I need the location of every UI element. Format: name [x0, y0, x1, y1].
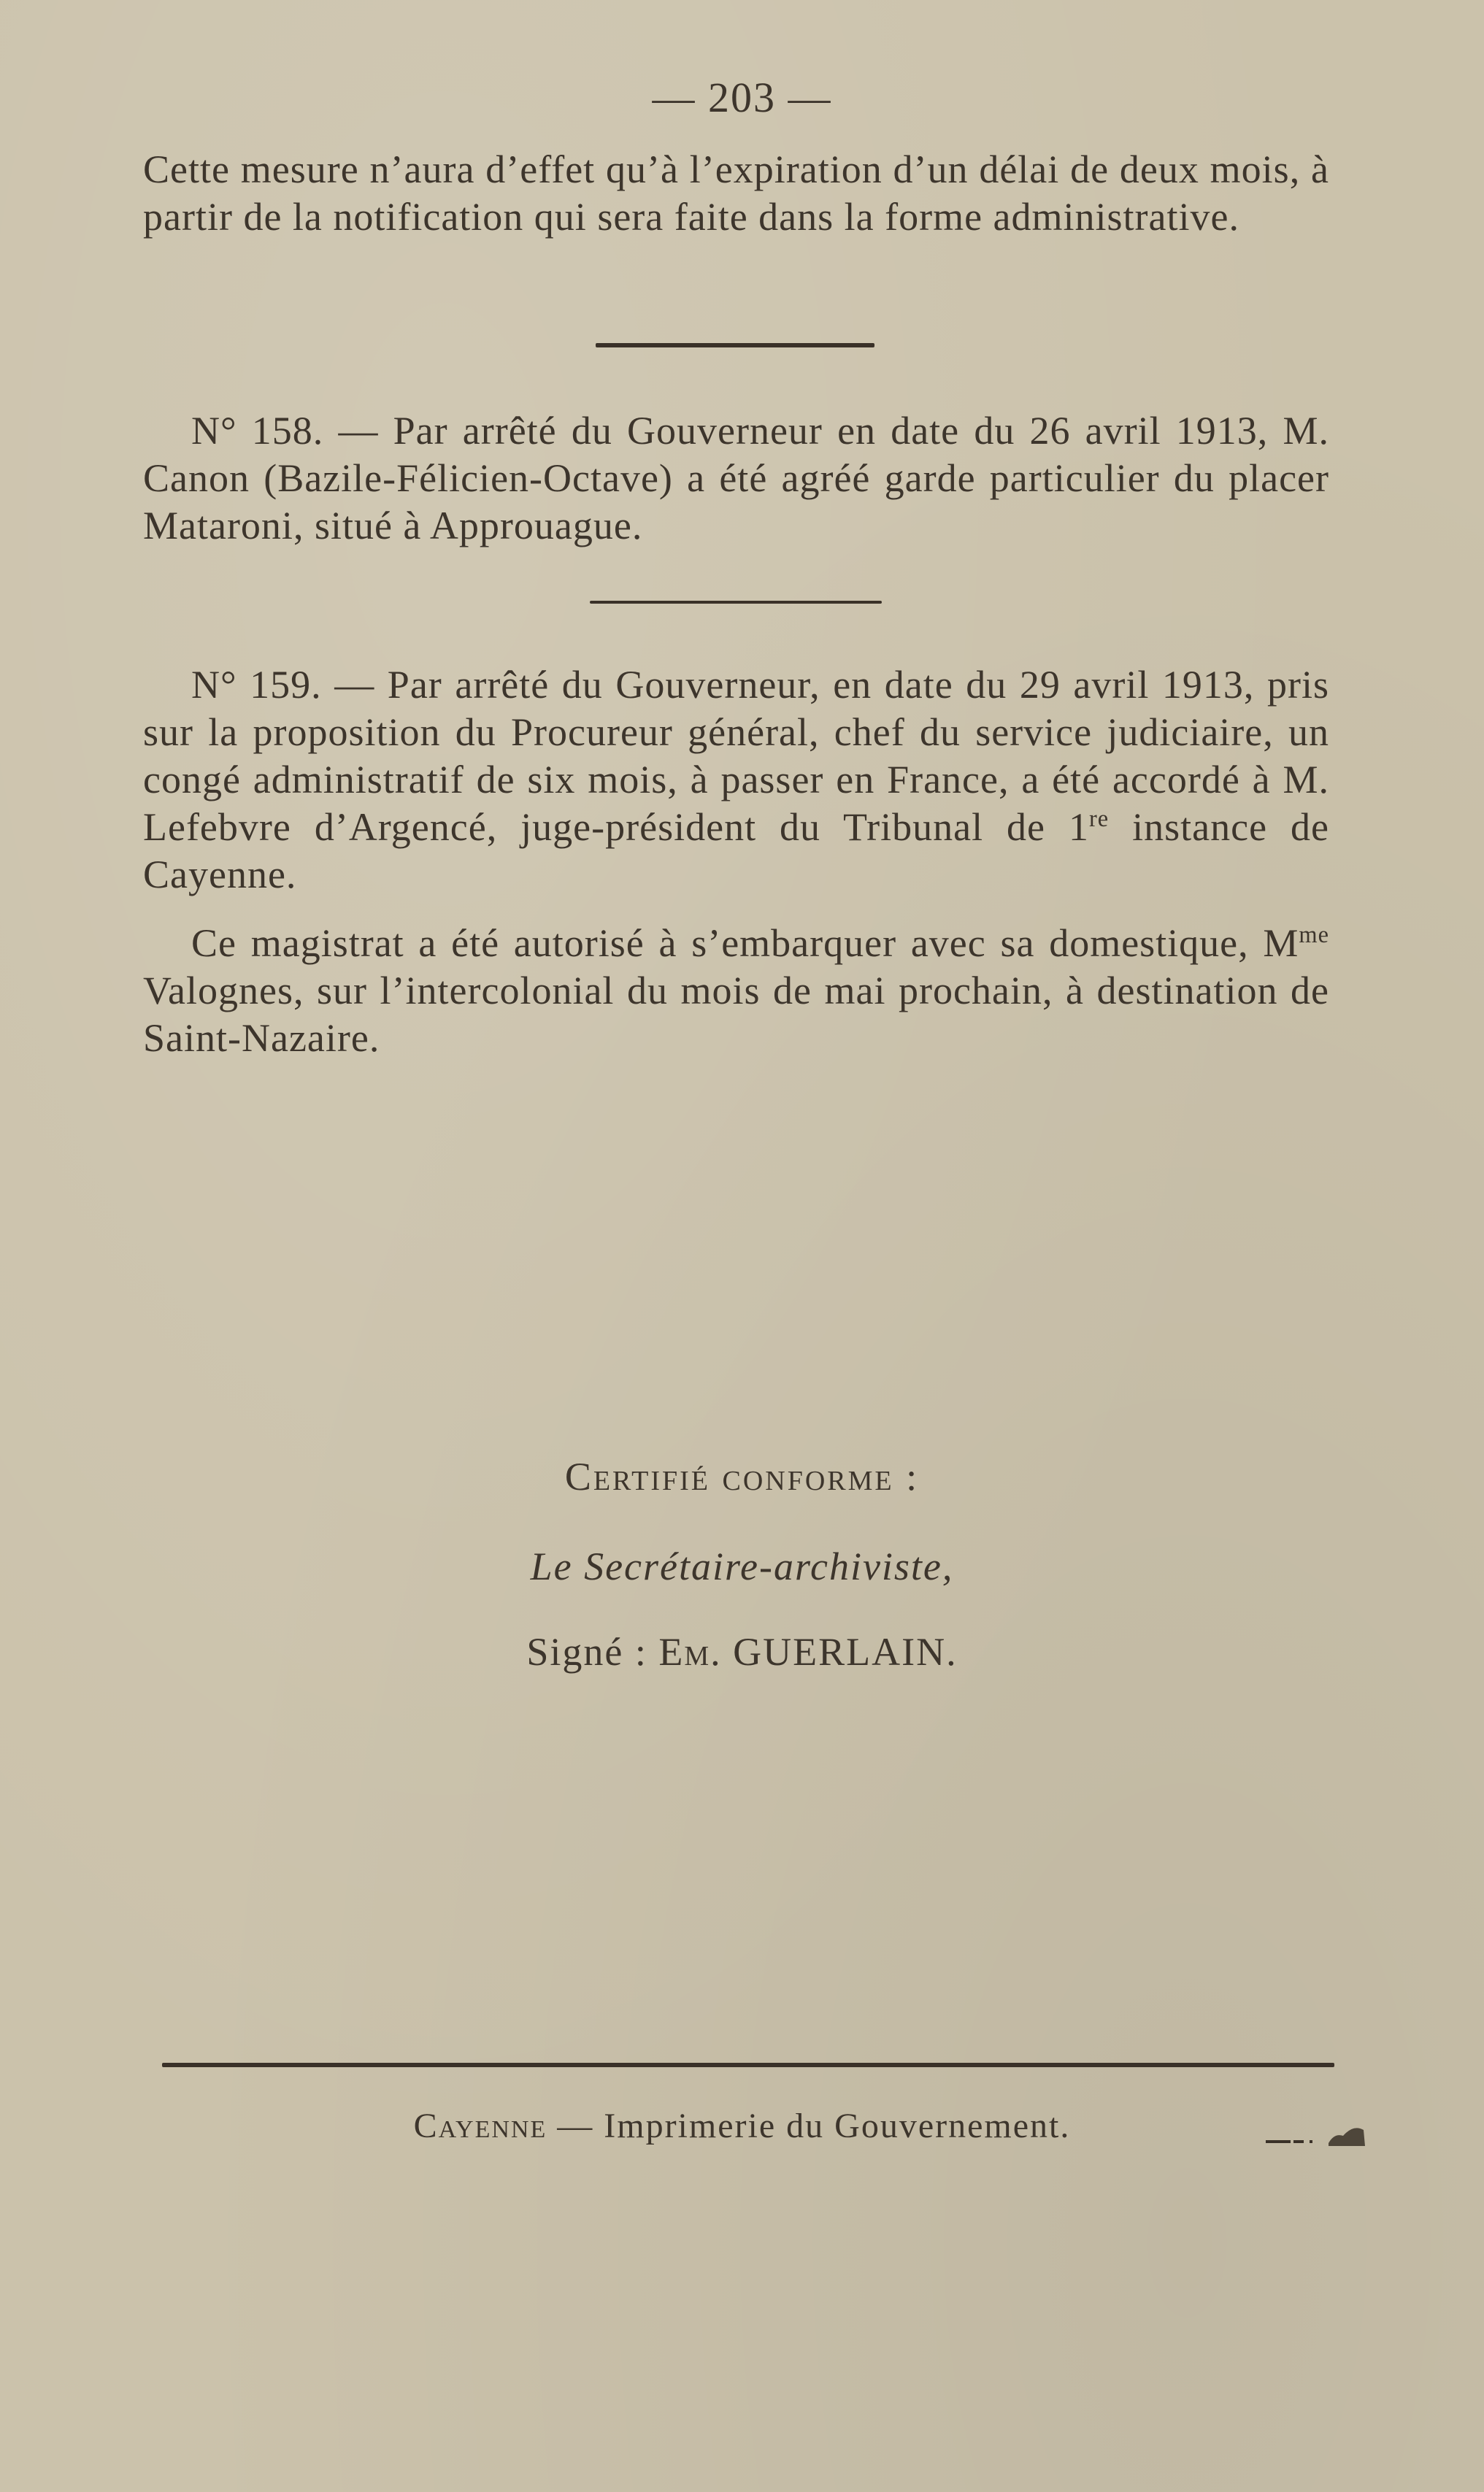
imprint-dash: — — [547, 2107, 604, 2145]
superscript: me — [1299, 922, 1329, 948]
section-divider — [596, 343, 874, 347]
paragraph-arrete-159 — [143, 661, 1329, 899]
signed-name: GUERLAIN. — [721, 1630, 958, 1674]
certification-signature — [0, 1629, 1484, 1674]
imprint-printer: Imprimerie du Gouvernement. — [604, 2107, 1071, 2145]
paragraph-text: Valognes, sur l’intercolonial du mois de mai prochain, à destination de Saint-Nazaire. — [143, 969, 1329, 1060]
signed-label: Signé : — [526, 1630, 659, 1674]
library-stamp-mark — [1261, 2111, 1371, 2155]
signed-initial: Em. — [658, 1630, 722, 1674]
page-number: — 203 — — [652, 74, 832, 121]
paragraph-text: Ce magistrat a été autorisé à s’embarquer avec sa domestique, M — [191, 921, 1299, 965]
paragraph-text: instance de Cayenne. — [143, 805, 1329, 896]
certification-heading: Certifié conforme : — [564, 1455, 920, 1499]
section-divider — [590, 601, 882, 604]
paragraph-magistrate-travel — [143, 920, 1329, 1062]
paragraph-arrete-158: N° 158. — Par arrêté du Gouverneur en date du 26 avril 1913, M. Canon (Bazile-Félicien-Octave) a été agréé garde particulier du placer Mataroni, situé à Approuague. — [143, 409, 1329, 547]
paragraph-text: N° 159. — Par arrêté du Gouverneur, en date du 29 avril 1913, pris sur la proposition du Procureur général, chef du service judiciaire, un congé administratif de six mois, à passer en France, a été accordé à M. Lefebvre d’Argencé, juge-président du Tribunal de 1 — [143, 663, 1329, 849]
imprint-city: Cayenne — [413, 2107, 547, 2145]
certification-role: Le Secrétaire-archiviste, — [530, 1545, 954, 1588]
superscript: re — [1088, 806, 1110, 832]
footer-rule — [162, 2063, 1334, 2067]
paragraph-expiration-notice: Cette mesure n’aura d’effet qu’à l’expiration d’un délai de deux mois, à partir de la notification qui sera faite dans la forme administrative. — [143, 147, 1329, 239]
